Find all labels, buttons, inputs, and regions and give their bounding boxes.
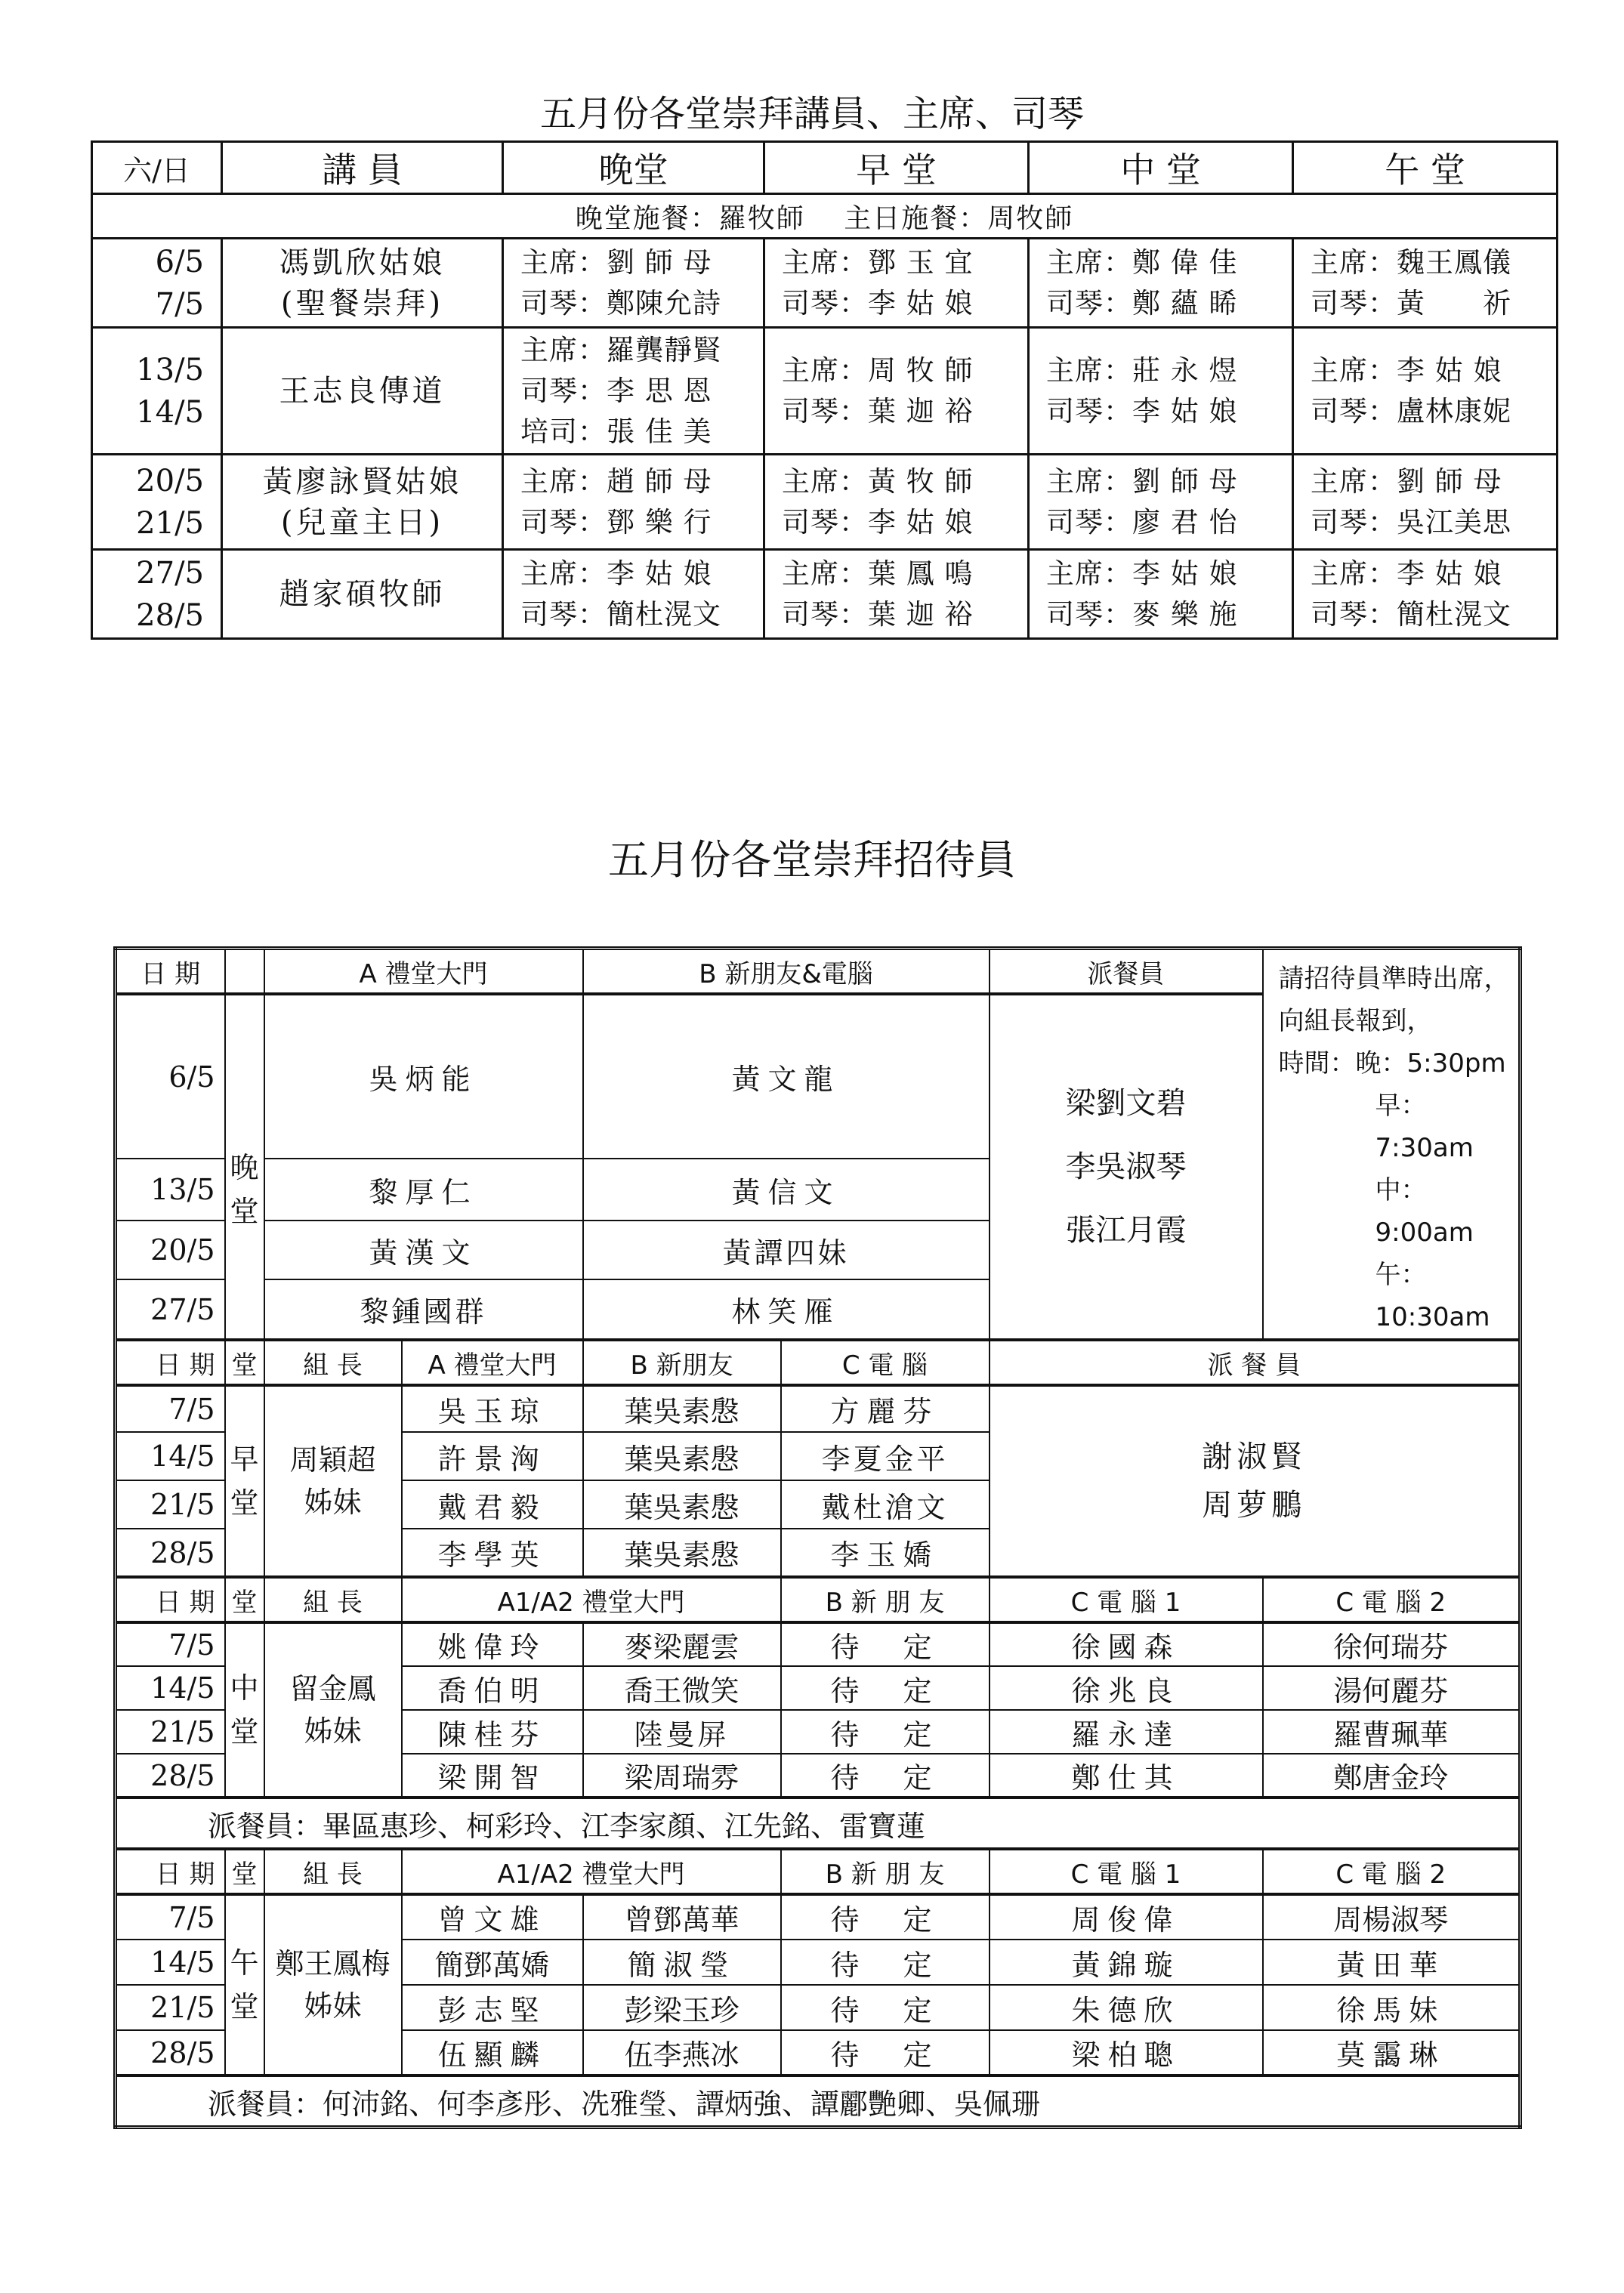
usher-a1: 伍顯麟 bbox=[402, 2030, 583, 2075]
organist: 司琴：葉 迦 裕 bbox=[782, 394, 974, 427]
usher-c2: 黃田華 bbox=[1263, 1940, 1521, 1985]
usher-c2: 湯何麗芬 bbox=[1263, 1666, 1521, 1710]
speaker-name: 黃廖詠賢姑娘 bbox=[262, 464, 462, 499]
service-label bbox=[225, 994, 264, 1340]
tang-char: 晚 bbox=[230, 1151, 259, 1184]
note-line: 時間：晚：5:30pm bbox=[1278, 1048, 1506, 1079]
table-row bbox=[92, 328, 1558, 455]
header-leader: 組 長 bbox=[264, 1849, 402, 1894]
usher-a: 吳炳能 bbox=[264, 994, 583, 1159]
header-a-door: A 禮堂大門 bbox=[402, 1340, 583, 1385]
tang-char: 堂 bbox=[230, 1195, 259, 1228]
date: 27/5 bbox=[116, 1279, 225, 1340]
header-date: 日 期 bbox=[116, 949, 225, 995]
usher-a2: 喬王微笑 bbox=[583, 1666, 781, 1710]
usher-a2: 陸曼屏 bbox=[583, 1710, 781, 1754]
group-leader bbox=[264, 1385, 402, 1577]
organist: 司琴：李 姑 娘 bbox=[1046, 394, 1238, 427]
header-speaker: 講 員 bbox=[222, 142, 503, 194]
header-c-computer-1: C 電 腦 1 bbox=[990, 1849, 1263, 1894]
usher-c1: 周俊偉 bbox=[990, 1894, 1263, 1940]
header-tang: 堂 bbox=[225, 1340, 264, 1385]
date: 14/5 bbox=[116, 1940, 225, 1985]
organist: 司琴：盧林康妮 bbox=[1311, 394, 1511, 427]
title-ushers: 五月份各堂崇拜招待員 bbox=[608, 836, 1016, 884]
leader-title: 姊妹 bbox=[304, 1714, 362, 1748]
tang-char: 堂 bbox=[230, 1990, 259, 2023]
note-line: 午：10:30am bbox=[1375, 1260, 1490, 1332]
speaker-note: (聖餐崇拜) bbox=[280, 285, 444, 321]
organist: 司琴：吳江美思 bbox=[1311, 505, 1511, 539]
tang-char: 中 bbox=[230, 1671, 259, 1705]
usher-b: 葉吳素慇 bbox=[583, 1432, 781, 1480]
usher-a1: 曾文雄 bbox=[402, 1894, 583, 1940]
table-row bbox=[116, 1798, 1521, 1849]
usher-b: 黃譚四妹 bbox=[583, 1221, 990, 1279]
chair: 主席：李 姑 娘 bbox=[520, 557, 712, 590]
organist: 司琴：鄭陳允詩 bbox=[520, 286, 721, 319]
meal-person: 梁劉文碧 bbox=[1065, 1086, 1187, 1121]
header-noon: 午 堂 bbox=[1293, 142, 1558, 194]
organist: 司琴：李 姑 娘 bbox=[782, 505, 974, 539]
date: 7/5 bbox=[155, 286, 204, 322]
date: 28/5 bbox=[116, 1754, 225, 1798]
organist: 司琴：李 思 恩 bbox=[520, 374, 712, 407]
usher-b: 待 定 bbox=[781, 1710, 990, 1754]
chair: 主席：趙 師 母 bbox=[520, 464, 712, 498]
organist: 司琴：簡杜滉文 bbox=[520, 597, 721, 631]
header-b-newfriend: B 新 朋 友 bbox=[781, 1577, 990, 1622]
header-tang: 堂 bbox=[225, 1849, 264, 1894]
header-a-door: A1/A2 禮堂大門 bbox=[402, 1849, 781, 1894]
leader-name: 留金鳳 bbox=[289, 1672, 376, 1705]
usher-c1: 黃錦璇 bbox=[990, 1940, 1263, 1985]
organist: 司琴：簡杜滉文 bbox=[1311, 597, 1511, 631]
organist: 司琴：麥 樂 施 bbox=[1046, 597, 1238, 631]
usher-a1: 梁開智 bbox=[402, 1754, 583, 1798]
header-evening: 晚堂 bbox=[503, 142, 764, 194]
usher-a2: 彭梁玉珍 bbox=[583, 1985, 781, 2030]
speaker-name: 王志良傳道 bbox=[279, 373, 446, 409]
header-a-door: A 禮堂大門 bbox=[264, 949, 583, 995]
leader-title: 姊妹 bbox=[304, 1486, 362, 1519]
tang-char: 午 bbox=[230, 1946, 259, 1980]
table-row bbox=[116, 2075, 1521, 2128]
leader-name: 周穎超 bbox=[289, 1443, 376, 1477]
date: 28/5 bbox=[136, 597, 204, 633]
note-line: 中：9:00am bbox=[1375, 1175, 1474, 1248]
usher-a2: 簡淑瑩 bbox=[583, 1940, 781, 1985]
meal-person: 李吳淑琴 bbox=[1065, 1150, 1187, 1184]
date: 7/5 bbox=[116, 1385, 225, 1432]
header-b-newfriend: B 新朋友&電腦 bbox=[583, 949, 990, 995]
meal-person: 周萝鵬 bbox=[1202, 1488, 1307, 1523]
header-leader: 組 長 bbox=[264, 1340, 402, 1385]
chair: 主席：鄭 偉 佳 bbox=[1046, 245, 1238, 279]
trainee-organist: 培司：張 佳 美 bbox=[520, 415, 712, 448]
date: 13/5 bbox=[116, 1159, 225, 1221]
usher-c: 戴杜滄文 bbox=[781, 1480, 990, 1529]
usher-b: 待 定 bbox=[781, 1894, 990, 1940]
table-row bbox=[92, 455, 1558, 550]
meal-staff bbox=[990, 1385, 1521, 1577]
group-leader bbox=[264, 1894, 402, 2075]
header-leader: 組 長 bbox=[264, 1577, 402, 1622]
meal-note: 晚堂施餐：羅牧師 主日施餐：周牧師 bbox=[92, 194, 1558, 239]
header-mid: 中 堂 bbox=[1029, 142, 1293, 194]
date: 14/5 bbox=[116, 1432, 225, 1480]
header-a-door: A1/A2 禮堂大門 bbox=[402, 1577, 781, 1622]
meal-staff: 派餐員：畢區惠珍、柯彩玲、江李家顏、江先銘、雷寶蓮 bbox=[116, 1798, 1521, 1849]
organist: 司琴：鄧 樂 行 bbox=[520, 505, 712, 539]
chair: 主席：劉 師 母 bbox=[1311, 464, 1502, 498]
note-line: 請招待員準時出席， bbox=[1278, 964, 1510, 994]
tang-char: 堂 bbox=[230, 1715, 259, 1748]
header-date: 日 期 bbox=[116, 1849, 225, 1894]
usher-c2: 鄭唐金玲 bbox=[1263, 1754, 1521, 1798]
header-tang: 堂 bbox=[225, 1577, 264, 1622]
chair: 主席：莊 永 煜 bbox=[1046, 353, 1238, 387]
organist: 司琴：黃 祈 bbox=[1311, 286, 1511, 319]
note-line: 向組長報到， bbox=[1278, 1006, 1433, 1036]
usher-a1: 陳桂芬 bbox=[402, 1710, 583, 1754]
usher-c2: 莫靄琳 bbox=[1263, 2030, 1521, 2075]
usher-c1: 羅永達 bbox=[990, 1710, 1263, 1754]
usher-c1: 徐兆良 bbox=[990, 1666, 1263, 1710]
chair: 主席：劉 師 母 bbox=[520, 245, 712, 279]
header-early: 早 堂 bbox=[764, 142, 1029, 194]
note-line: 早：7:30am bbox=[1375, 1091, 1474, 1163]
header-c-computer-2: C 電 腦 2 bbox=[1263, 1577, 1521, 1622]
usher-b: 葉吳素慇 bbox=[583, 1529, 781, 1577]
usher-b: 葉吳素慇 bbox=[583, 1480, 781, 1529]
usher-a: 黃漢文 bbox=[264, 1221, 583, 1279]
usher-a1: 喬伯明 bbox=[402, 1666, 583, 1710]
usher-c: 方麗芬 bbox=[781, 1385, 990, 1432]
date: 20/5 bbox=[136, 463, 204, 498]
date: 21/5 bbox=[116, 1985, 225, 2030]
chair: 主席：周 牧 師 bbox=[782, 353, 974, 387]
usher-a: 黎鍾國群 bbox=[264, 1279, 583, 1340]
usher-b: 待 定 bbox=[781, 1622, 990, 1666]
header-date: 日 期 bbox=[116, 1577, 225, 1622]
chair: 主席：李 姑 娘 bbox=[1311, 353, 1502, 387]
speaker-name: 馮凱欣姑娘 bbox=[279, 245, 446, 280]
date: 28/5 bbox=[116, 1529, 225, 1577]
service-label bbox=[225, 1894, 264, 2075]
leader-title: 姊妹 bbox=[304, 1989, 362, 2023]
usher-a2: 伍李燕冰 bbox=[583, 2030, 781, 2075]
usher-c2: 徐何瑞芬 bbox=[1263, 1622, 1521, 1666]
date: 21/5 bbox=[116, 1710, 225, 1754]
leader-name: 鄭王鳳梅 bbox=[275, 1947, 391, 1980]
usher-b: 黃信文 bbox=[583, 1159, 990, 1221]
date: 6/5 bbox=[155, 244, 204, 279]
speaker-note: (兒童主日) bbox=[280, 505, 444, 540]
usher-b: 待 定 bbox=[781, 1754, 990, 1798]
date: 20/5 bbox=[116, 1221, 225, 1279]
meal-person: 張江月霞 bbox=[1065, 1213, 1187, 1248]
service-label bbox=[225, 1385, 264, 1577]
organist: 司琴：鄭 蘊 睎 bbox=[1046, 286, 1238, 319]
header-c-computer-1: C 電 腦 1 bbox=[990, 1577, 1263, 1622]
usher-c: 李夏金平 bbox=[781, 1432, 990, 1480]
preachers-table bbox=[91, 140, 1558, 640]
usher-a: 黎厚仁 bbox=[264, 1159, 583, 1221]
table-row bbox=[116, 1894, 1521, 1940]
date: 28/5 bbox=[116, 2030, 225, 2075]
usher-b: 待 定 bbox=[781, 2030, 990, 2075]
usher-c1: 鄭仕其 bbox=[990, 1754, 1263, 1798]
usher-c1: 徐國森 bbox=[990, 1622, 1263, 1666]
usher-b: 黃文龍 bbox=[583, 994, 990, 1159]
usher-a1: 彭志堅 bbox=[402, 1985, 583, 2030]
usher-note bbox=[1263, 949, 1521, 1341]
header-b-newfriend: B 新 朋 友 bbox=[781, 1849, 990, 1894]
meal-staff: 派餐員：何沛銘、何李彥彤、冼雅瑩、譚炳強、譚酈艷卿、吳佩珊 bbox=[116, 2075, 1521, 2128]
title-preachers: 五月份各堂崇拜講員、主席、司琴 bbox=[539, 93, 1084, 135]
usher-b: 待 定 bbox=[781, 1940, 990, 1985]
usher-b: 林笑雁 bbox=[583, 1279, 990, 1340]
usher-b: 待 定 bbox=[781, 1985, 990, 2030]
usher-a2: 曾鄧萬華 bbox=[583, 1894, 781, 1940]
usher-c2: 徐馬妹 bbox=[1263, 1985, 1521, 2030]
usher-c2: 周楊淑琴 bbox=[1263, 1894, 1521, 1940]
ushers-table bbox=[113, 946, 1522, 2129]
usher-b: 待 定 bbox=[781, 1666, 990, 1710]
date: 6/5 bbox=[116, 994, 225, 1159]
usher-c1: 梁柏聰 bbox=[990, 2030, 1263, 2075]
date: 7/5 bbox=[116, 1894, 225, 1940]
tang-char: 堂 bbox=[230, 1486, 259, 1520]
chair: 主席：魏王鳳儀 bbox=[1311, 245, 1511, 279]
chair: 主席：羅龔靜賢 bbox=[520, 333, 721, 366]
usher-c1: 朱德欣 bbox=[990, 1985, 1263, 2030]
tang-char: 早 bbox=[230, 1443, 259, 1476]
group-leader bbox=[264, 1622, 402, 1798]
chair: 主席：劉 師 母 bbox=[1046, 464, 1238, 498]
chair: 主席：葉 鳳 鳴 bbox=[782, 557, 974, 590]
chair: 主席：黃 牧 師 bbox=[782, 464, 974, 498]
date: 14/5 bbox=[136, 394, 204, 430]
header-c-computer-2: C 電 腦 2 bbox=[1263, 1849, 1521, 1894]
table-row bbox=[92, 550, 1558, 639]
header-meal: 派 餐 員 bbox=[990, 1340, 1521, 1385]
meal-person: 謝淑賢 bbox=[1202, 1440, 1307, 1474]
header-meal: 派餐員 bbox=[990, 949, 1263, 995]
header-blank bbox=[225, 949, 264, 995]
date: 7/5 bbox=[116, 1622, 225, 1666]
chair: 主席：李 姑 娘 bbox=[1311, 557, 1502, 590]
usher-a1: 姚偉玲 bbox=[402, 1622, 583, 1666]
date: 21/5 bbox=[136, 505, 204, 541]
table-row bbox=[116, 1622, 1521, 1666]
table-row bbox=[116, 1385, 1521, 1432]
organist: 司琴：廖 君 怡 bbox=[1046, 505, 1238, 539]
date: 14/5 bbox=[116, 1666, 225, 1710]
table-row bbox=[92, 239, 1558, 328]
date: 27/5 bbox=[136, 555, 204, 591]
usher-a2: 麥梁麗雲 bbox=[583, 1622, 781, 1666]
header-b-newfriend: B 新朋友 bbox=[583, 1340, 781, 1385]
usher-a1: 簡鄧萬嬌 bbox=[402, 1940, 583, 1985]
usher-a: 許景洶 bbox=[402, 1432, 583, 1480]
chair: 主席：鄧 玉 宜 bbox=[782, 245, 974, 279]
usher-a2: 梁周瑞雰 bbox=[583, 1754, 781, 1798]
usher-a: 李學英 bbox=[402, 1529, 583, 1577]
meal-staff bbox=[990, 994, 1263, 1340]
usher-c2: 羅曹珮華 bbox=[1263, 1710, 1521, 1754]
speaker-name: 趙家碩牧師 bbox=[279, 576, 446, 612]
date: 13/5 bbox=[136, 352, 204, 387]
usher-a: 戴君毅 bbox=[402, 1480, 583, 1529]
usher-b: 葉吳素慇 bbox=[583, 1385, 781, 1432]
organist: 司琴：葉 迦 裕 bbox=[782, 597, 974, 631]
date: 21/5 bbox=[116, 1480, 225, 1529]
chair: 主席：李 姑 娘 bbox=[1046, 557, 1238, 590]
header-c-computer: C 電 腦 bbox=[781, 1340, 990, 1385]
service-label bbox=[225, 1622, 264, 1798]
organist: 司琴：李 姑 娘 bbox=[782, 286, 974, 319]
usher-c: 李玉嬌 bbox=[781, 1529, 990, 1577]
header-date: 日 期 bbox=[116, 1340, 225, 1385]
usher-a: 吳玉琼 bbox=[402, 1385, 583, 1432]
header-date: 六/日 bbox=[92, 142, 222, 194]
